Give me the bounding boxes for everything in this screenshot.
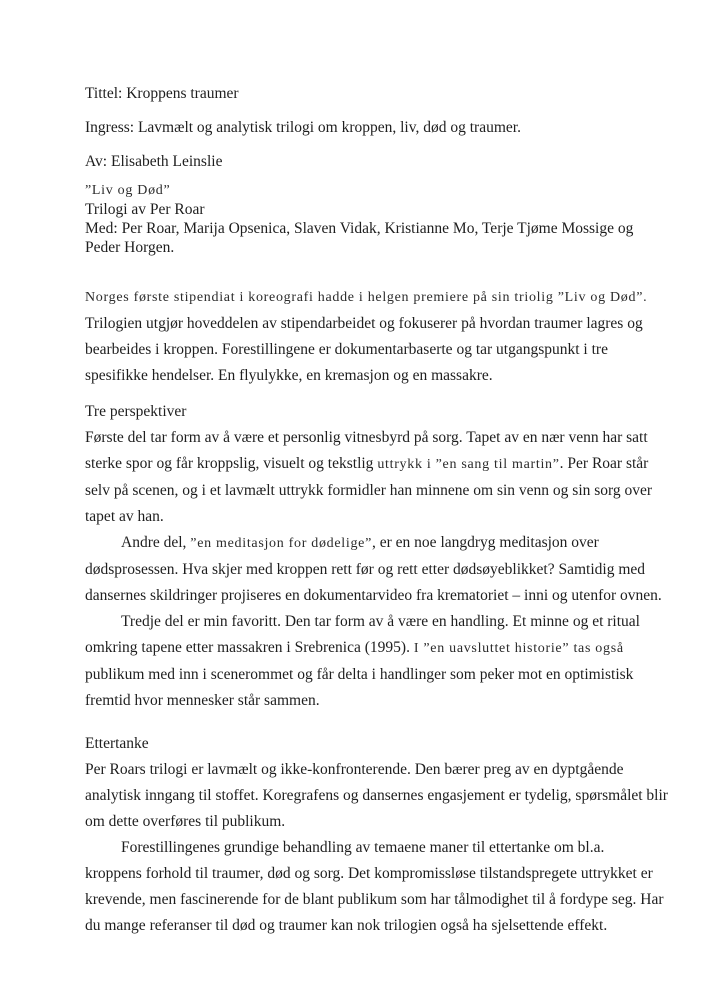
document-header	[85, 84, 647, 257]
paragraph-forste-del	[85, 425, 653, 530]
text-line	[85, 530, 647, 557]
paragraph-andre-del	[85, 530, 662, 609]
text-segment: , er en noe langdryg meditasjon over	[372, 534, 599, 551]
text-line	[85, 478, 653, 504]
section-heading-tre-perspektiver: Tre perspektiver	[85, 403, 187, 420]
text-segment: uttrykk i ”en sang til martin”	[377, 457, 560, 472]
text-line	[85, 557, 647, 583]
credits-lines	[85, 219, 647, 257]
text-line	[85, 609, 647, 635]
text-segment: Trilogien utgjør hoveddelen av stipendarbeidet og fokuserer på hvordan traumer lagres og	[85, 315, 643, 332]
document-body	[85, 284, 668, 939]
text-segment: I ”en uavsluttet historie” tas også	[413, 641, 624, 656]
text-segment: dødsprosessen. Hva skjer med kroppen rett før og rett etter dødsøyeblikket? Samtidig med	[85, 561, 646, 578]
text-segment: ”en meditasjon for dødelige”	[190, 536, 373, 551]
ingress-line: Ingress: Lavmælt og analytisk trilogi om kroppen, liv, død og traumer.	[85, 119, 521, 136]
paragraph-ettertanke-2	[85, 835, 664, 939]
paragraph-tredje-del	[85, 609, 647, 714]
text-line	[85, 311, 647, 337]
text-line	[85, 451, 647, 478]
text-segment: bearbeides i kroppen. Forestillingene er dokumentarbaserte og tar utgangspunkt i tre	[85, 341, 608, 358]
work-subtitle: Trilogi av Per Roar	[85, 201, 205, 218]
text-segment: spesifikke hendelser. En flyulykke, en kremasjon og en massakre.	[85, 367, 493, 384]
text-segment: Norges første stipendiat i koreografi hadde i helgen premiere på sin triolig ”Liv og Død”.	[85, 290, 648, 305]
text-segment: tapet av han.	[85, 508, 164, 525]
text-segment: Per Roars trilogi er lavmælt og ikke-konfronterende. Den bærer preg av en dyptgående	[85, 761, 624, 778]
text-segment: Andre del,	[121, 534, 191, 551]
text-line	[85, 913, 647, 939]
text-segment: Tredje del er min favoritt. Den tar form av å være en handling. Et minne og et ritual	[121, 613, 640, 630]
text-line	[85, 363, 647, 389]
work-credits-block	[85, 181, 647, 257]
text-line	[85, 809, 647, 835]
text-segment: Forestillingenes grundige behandling av temaene maner til ettertanke om bl.a.	[121, 839, 605, 856]
text-segment: omkring tapene etter massakren i Srebrenica (1995).	[85, 639, 414, 656]
text-segment: Peder Horgen.	[85, 239, 175, 256]
text-segment: dansernes skildringer projiseres en dokumentarvideo fra krematoriet – inni og utenfor ovnen.	[85, 587, 662, 604]
text-segment: krevende, men fascinerende for de blant publikum som har tålmodighet til å fordype seg. Har	[85, 891, 664, 908]
text-segment: . Per Roar står	[559, 455, 649, 472]
text-segment: du mange referanser til død og traumer kan nok trilogien også ha sjelsettende effekt.	[85, 917, 608, 934]
text-line	[85, 783, 668, 809]
byline: Av: Elisabeth Leinslie	[85, 153, 223, 170]
text-segment: selv på scenen, og i et lavmælt uttrykk formidler han minnene om sin venn og sin sorg over	[85, 482, 653, 499]
text-segment: analytisk inngang til stoffet. Koregrafens og dansernes engasjement er tydelig, spørsmålet blir	[85, 787, 668, 804]
text-segment: kroppens forhold til traumer, død og sorg. Det kompromissløse tilstandspregete uttrykket er	[85, 865, 653, 882]
paragraph-ettertanke-1	[85, 757, 668, 835]
text-segment: sterke spor og får kroppslig, visuelt og tekstlig	[85, 455, 378, 472]
text-line	[85, 583, 662, 609]
text-line	[85, 662, 647, 688]
text-segment: om dette overføres til publikum.	[85, 813, 286, 830]
title-line: Tittel: Kroppens traumer	[85, 85, 239, 102]
text-line	[85, 861, 653, 887]
text-line	[85, 887, 664, 913]
section-heading-ettertanke: Ettertanke	[85, 735, 149, 752]
text-segment: Første del tar form av å være et personlig vitnesbyrd på sorg. Tapet av en nær venn har satt	[85, 429, 648, 446]
text-line	[85, 504, 647, 530]
text-segment: fremtid hvor mennesker står sammen.	[85, 692, 320, 709]
text-segment: Med: Per Roar, Marija Opsenica, Slaven Vidak, Kristianne Mo, Terje Tjøme Mossige og	[85, 220, 634, 237]
work-title: ”Liv og Død”	[85, 183, 171, 198]
text-line	[85, 337, 647, 363]
text-line	[85, 635, 647, 662]
text-line	[85, 688, 647, 714]
text-segment: publikum med inn i scenerommet og får delta i handlinger som peker mot en optimistisk	[85, 666, 634, 683]
text-line	[85, 835, 647, 861]
text-line	[85, 757, 647, 783]
text-line	[85, 284, 647, 311]
text-line	[85, 219, 647, 238]
text-line	[85, 238, 647, 257]
intro-paragraph	[85, 284, 647, 389]
text-line	[85, 425, 647, 451]
